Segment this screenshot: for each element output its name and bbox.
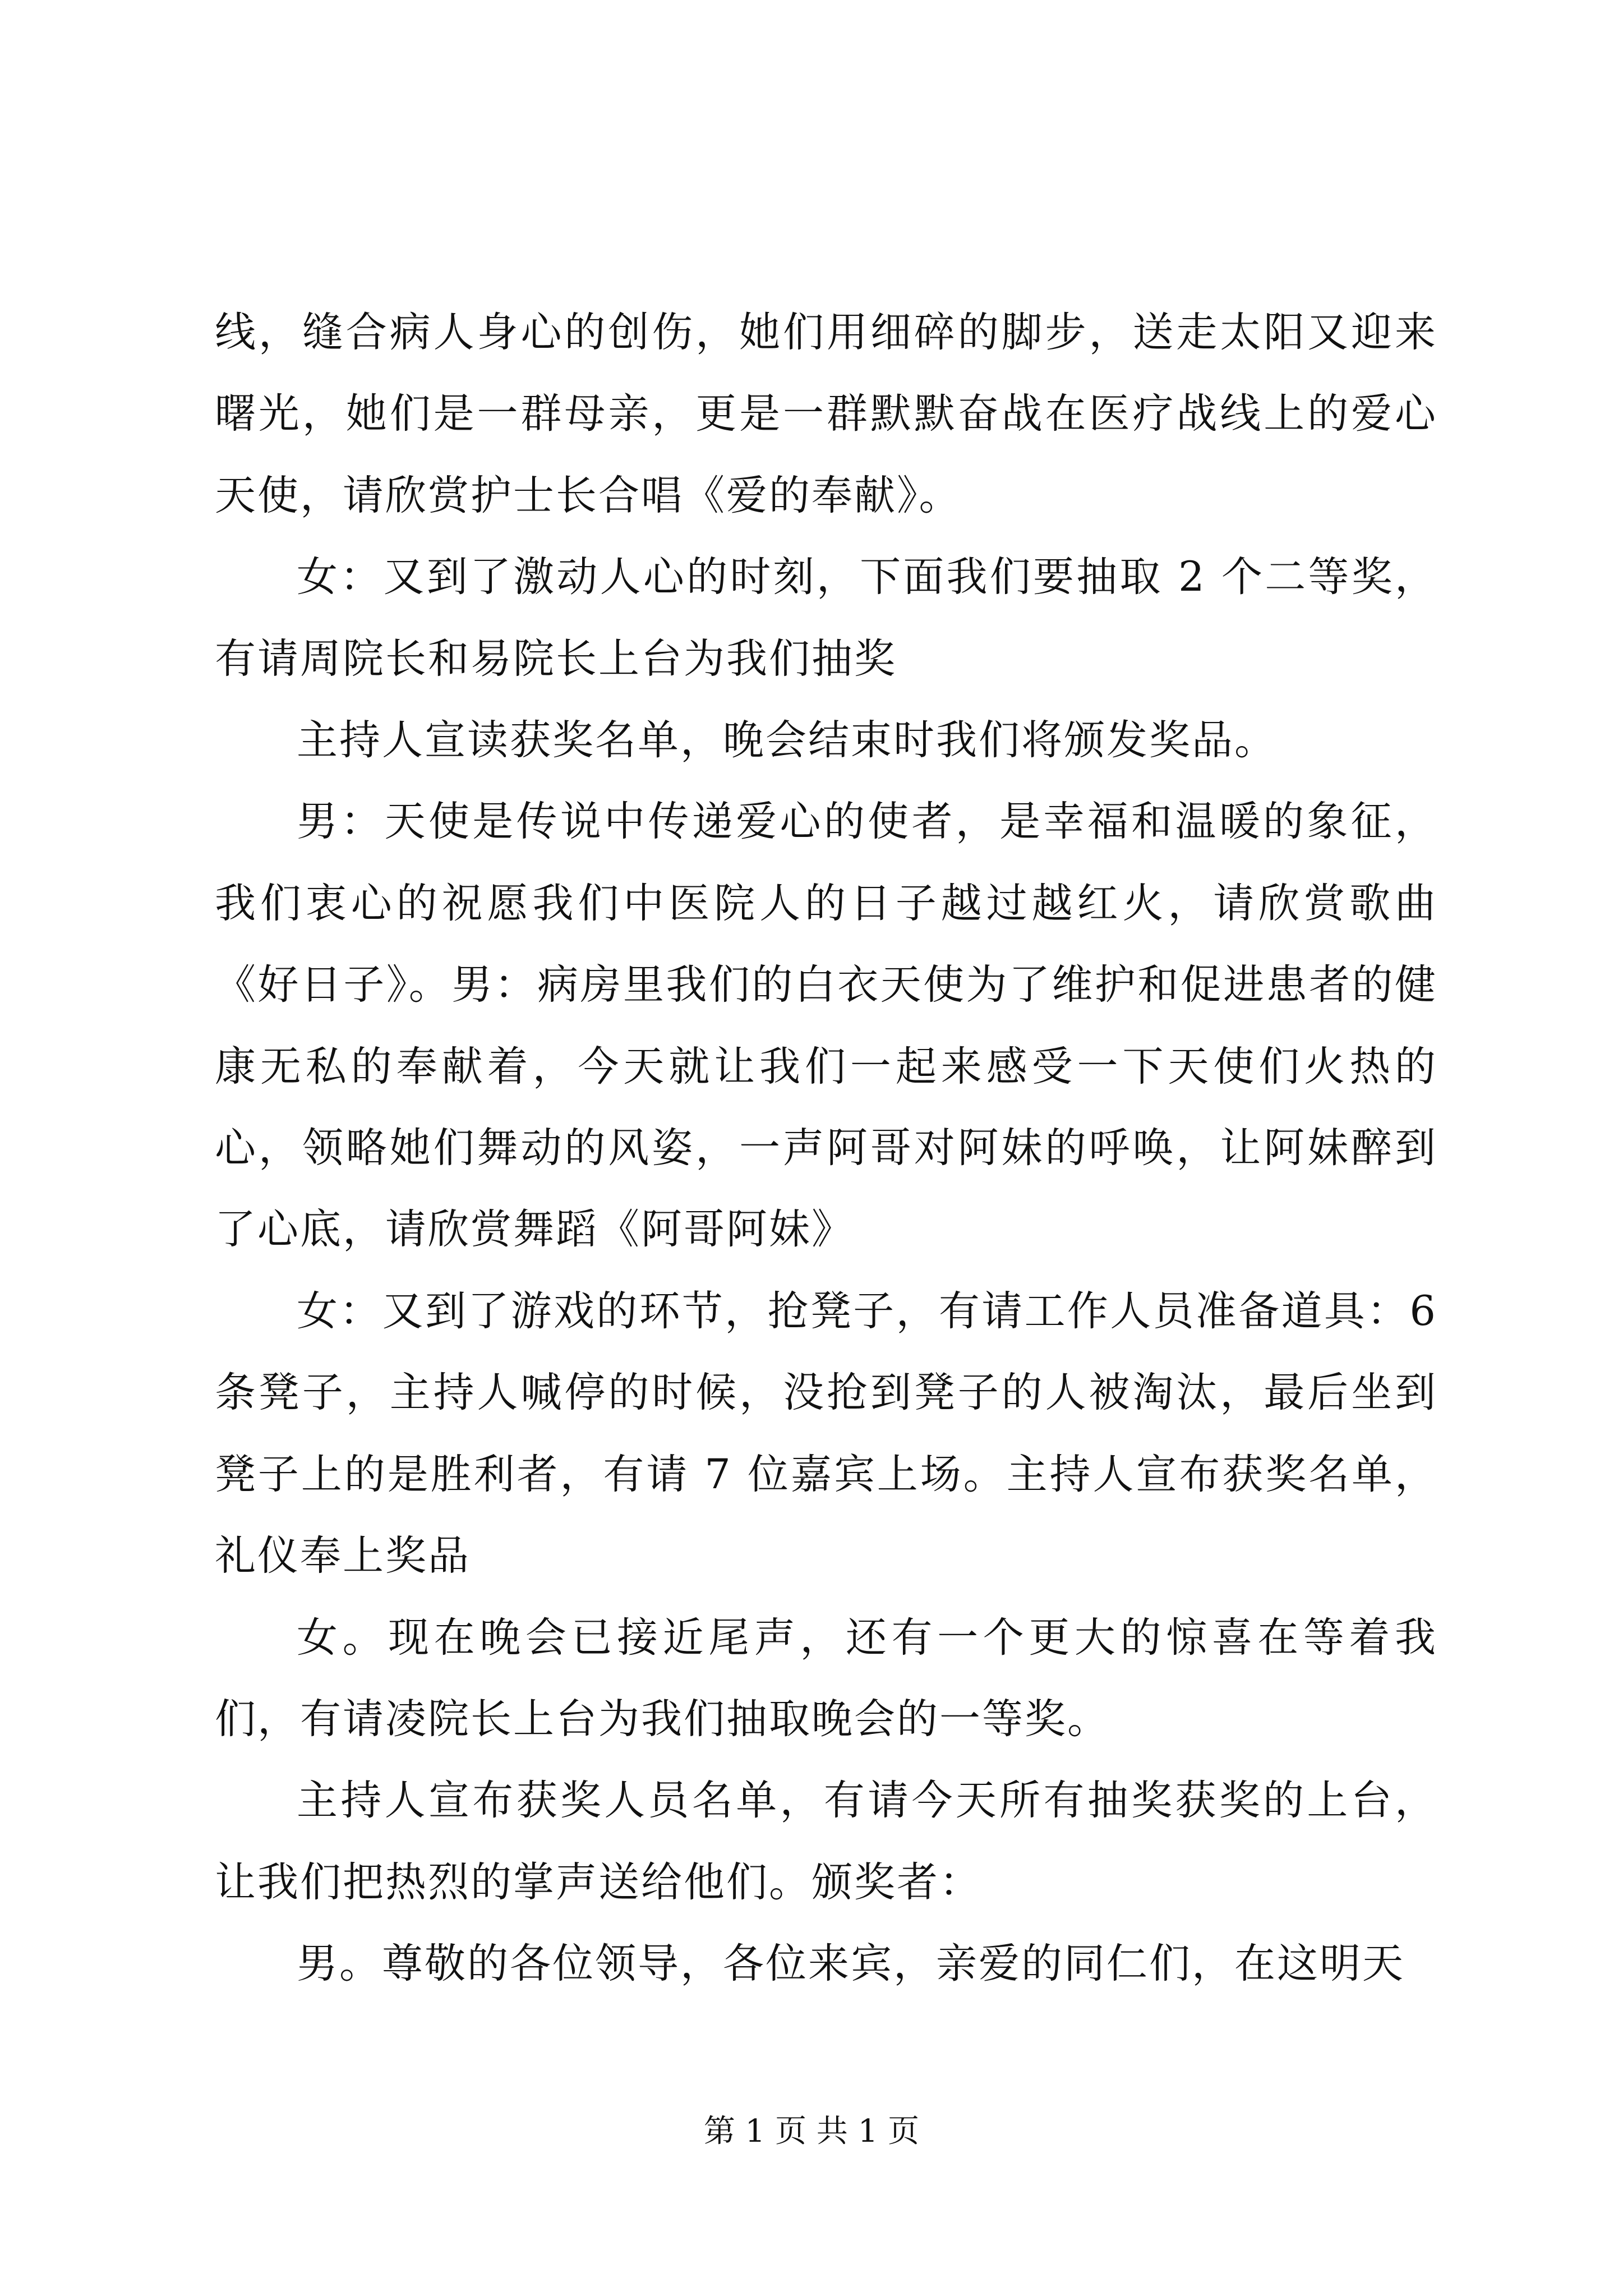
paragraph: 线，缝合病人身心的创伤，她们用细碎的脚步，送走太阳又迎来曙光，她们是一群母亲，更是一群默默奋战在医疗战线上的爱心天使，请欣赏护士长合唱《爱的奉献》。	[215, 309, 1437, 519]
paragraph: 女：又到了激动人心的时刻，下面我们要抽取 2 个二等奖，有请周院长和易院长上台为我们抽奖	[215, 553, 1437, 683]
body-text	[215, 292, 1437, 2005]
paragraph: 男。尊敬的各位领导，各位来宾，亲爱的同仁们，在这明天	[297, 1940, 1405, 1988]
paragraph: 男：天使是传说中传递爱心的使者，是幸福和温暖的象征，我们衷心的祝愿我们中医院人的日子越过越红火，请欣赏歌曲《好日子》。男：病房里我们的白衣天使为了维护和促进患者的健康无私的奉献着，今天就让我们一起来感受一下天使们火热的心，领略她们舞动的风姿，一声阿哥对阿妹的呼唤，让阿妹醉到了心底，请欣赏舞蹈《阿哥阿妹》	[215, 798, 1437, 1254]
page-footer: 第 1 页 共 1 页	[703, 2113, 920, 2150]
paragraph: 女。现在晚会已接近尾声，还有一个更大的惊喜在等着我们，有请凌院长上台为我们抽取晚会的一等奖。	[215, 1613, 1437, 1743]
paragraph: 主持人宣读获奖名单，晚会结束时我们将颁发奖品。	[297, 716, 1277, 765]
paragraph: 女：又到了游戏的环节，抢凳子，有请工作人员准备道具：6条凳子，主持人喊停的时候，没抢到凳子的人被淘汰，最后坐到凳子上的是胜利者，有请 7 位嘉宾上场。主持人宣布获奖名单，礼仪奉上奖品	[215, 1287, 1437, 1580]
paragraph: 主持人宣布获奖人员名单，有请今天所有抽奖获奖的上台，让我们把热烈的掌声送给他们。颁奖者：	[215, 1777, 1437, 1906]
